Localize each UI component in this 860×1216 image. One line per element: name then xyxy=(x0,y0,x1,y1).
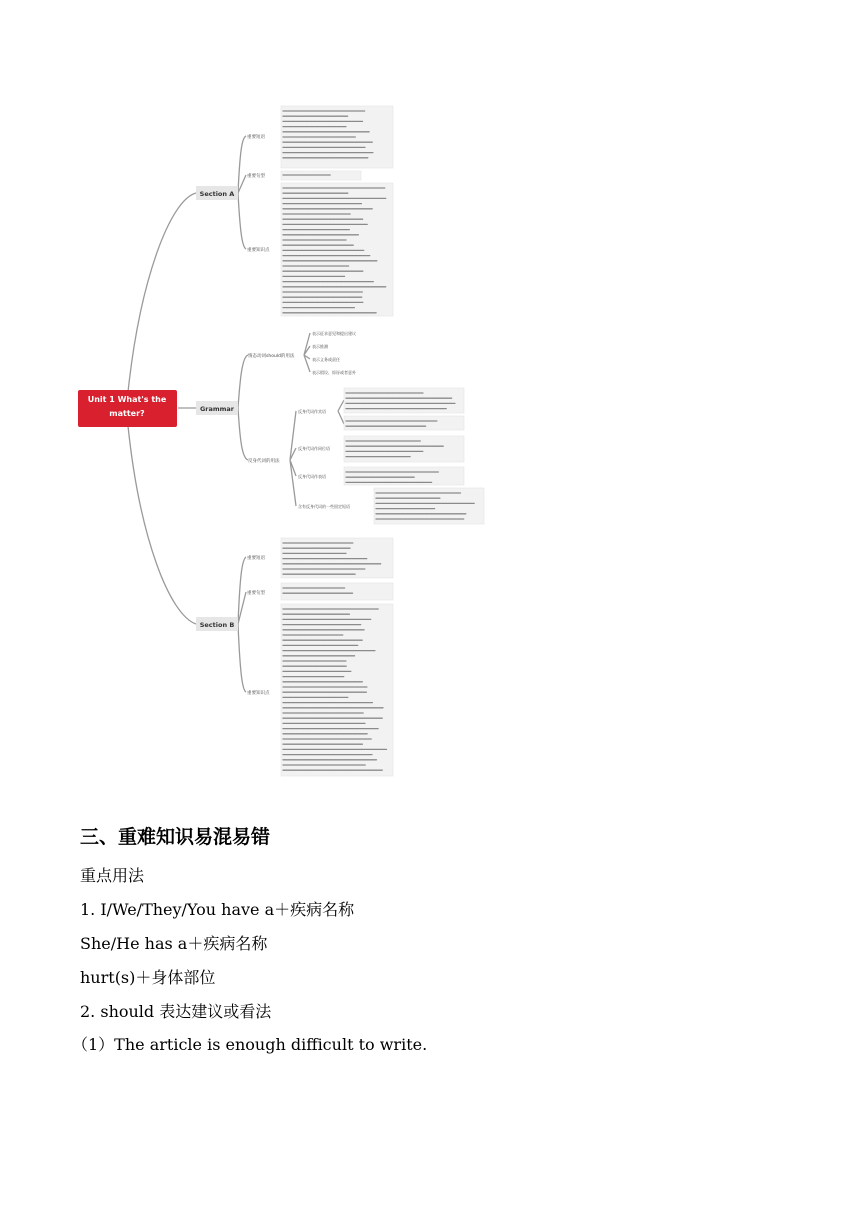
section-heading: 三、重难知识易混易错 xyxy=(80,826,271,848)
line-key-usage: 重点用法 xyxy=(80,866,145,885)
branch-section-a-children xyxy=(238,136,246,249)
grammar-should-label: 情态动词should的用法 xyxy=(248,354,295,359)
reflexive-item-3: 反身代词作表语 xyxy=(298,474,326,479)
section-a-sentences-label: 重要句型 xyxy=(247,174,265,179)
root-node-label-line2: matter? xyxy=(109,409,145,418)
section-a-points-label: 重要知识点 xyxy=(247,248,270,253)
grammar-label: Grammar xyxy=(199,405,235,413)
line-2: She/He has a＋疾病名称 xyxy=(80,934,268,953)
branch-reflexive-notes xyxy=(338,400,344,424)
section-a-label: Section A xyxy=(199,190,235,198)
branch-reflexive-items xyxy=(290,411,296,506)
reflexive-item-1: 反身代词作宾语 xyxy=(298,409,326,414)
branch-root-section-a xyxy=(128,193,196,392)
reflexive-item-2: 反身代词作同位语 xyxy=(298,446,330,451)
section-b-label: Section B xyxy=(199,621,235,629)
root-node-label: Unit 1 What's the xyxy=(87,395,167,404)
note-section-b-sentences xyxy=(281,583,393,600)
section-a-phrases-label: 重要短语 xyxy=(247,135,265,140)
should-item-1: 表示征求意见和提出建议 xyxy=(312,331,356,336)
section-b-phrases-label: 重要短语 xyxy=(247,556,265,561)
line-1: 1. I/We/They/You have a＋疾病名称 xyxy=(80,900,355,919)
branch-section-b-children xyxy=(238,557,246,692)
note-reflexive-appositive xyxy=(344,436,464,462)
section-b-sentences-label: 重要句型 xyxy=(247,591,265,596)
section-b-points-label: 重要知识点 xyxy=(247,691,270,696)
should-item-4: 表示假设、惊讶或者意外 xyxy=(312,370,356,375)
should-item-3: 表示义务或责任 xyxy=(312,357,340,362)
line-5: （1）The article is enough difficult to write. xyxy=(72,1035,428,1054)
note-section-a-points xyxy=(281,183,393,316)
branch-grammar-children xyxy=(238,355,248,460)
reflexive-item-4: 含有反身代词的一些固定短语 xyxy=(298,504,350,509)
branch-root-section-b xyxy=(128,426,196,624)
note-reflexive-object-2 xyxy=(344,416,464,430)
branch-should-items xyxy=(304,333,310,372)
should-item-2: 表示推测 xyxy=(312,344,328,349)
line-4: 2. should 表达建议或看法 xyxy=(80,1002,272,1021)
grammar-reflexive-label: 反身代词的用法 xyxy=(248,459,280,464)
line-3: hurt(s)＋身体部位 xyxy=(80,968,216,987)
